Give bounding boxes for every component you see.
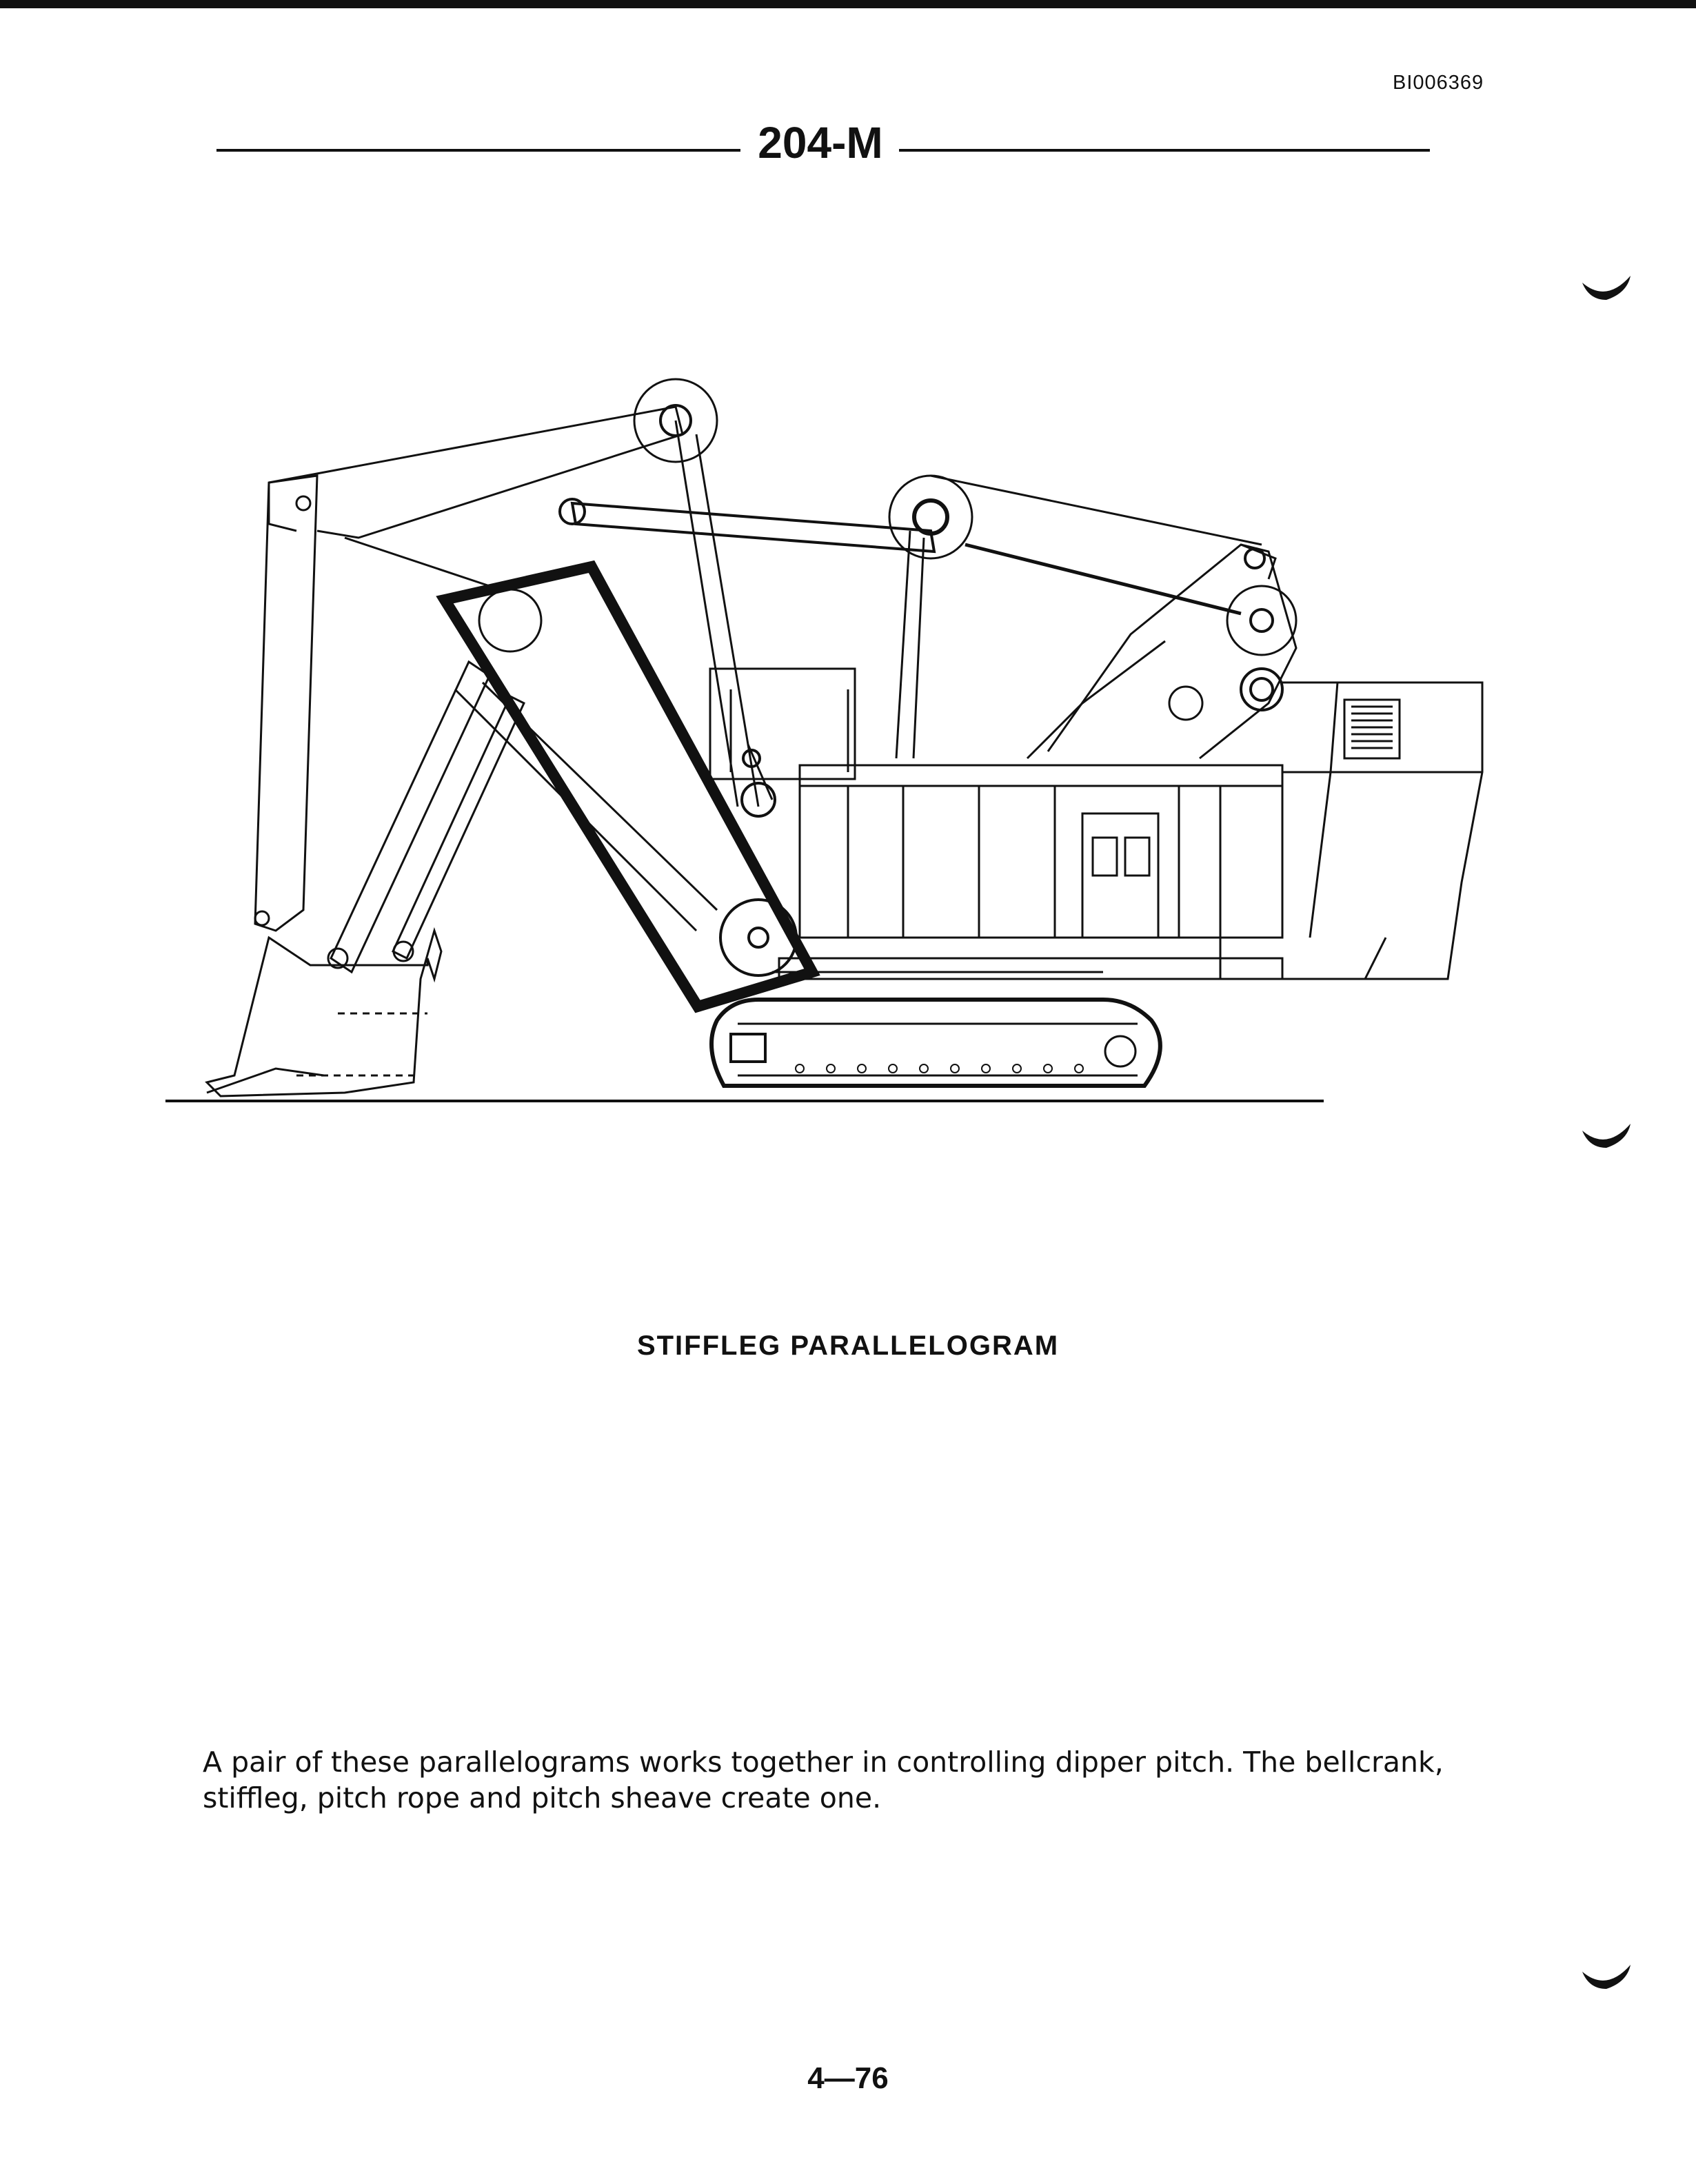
body-paragraph: A pair of these parallelograms works together in controlling dipper pitch. The bellcrank, stiffleg, pitch rope and pitch sheave create one.: [203, 1746, 1444, 1814]
binder-hole-mark: [1579, 262, 1641, 310]
header-rule-left: [216, 149, 740, 152]
page-code: 204-M: [758, 118, 883, 168]
top-border-rule: [0, 0, 1696, 8]
figure-caption: STIFFLEG PARALLELOGRAM: [636, 1331, 1060, 1361]
binder-hole-mark: [1579, 1110, 1641, 1158]
header-rule-right: [899, 149, 1430, 152]
binder-hole-mark: [1579, 1951, 1641, 1999]
page-number: 4—76: [807, 2061, 889, 2095]
document-id: BI006369: [1393, 72, 1484, 94]
shovel-diagram: [165, 358, 1517, 1151]
